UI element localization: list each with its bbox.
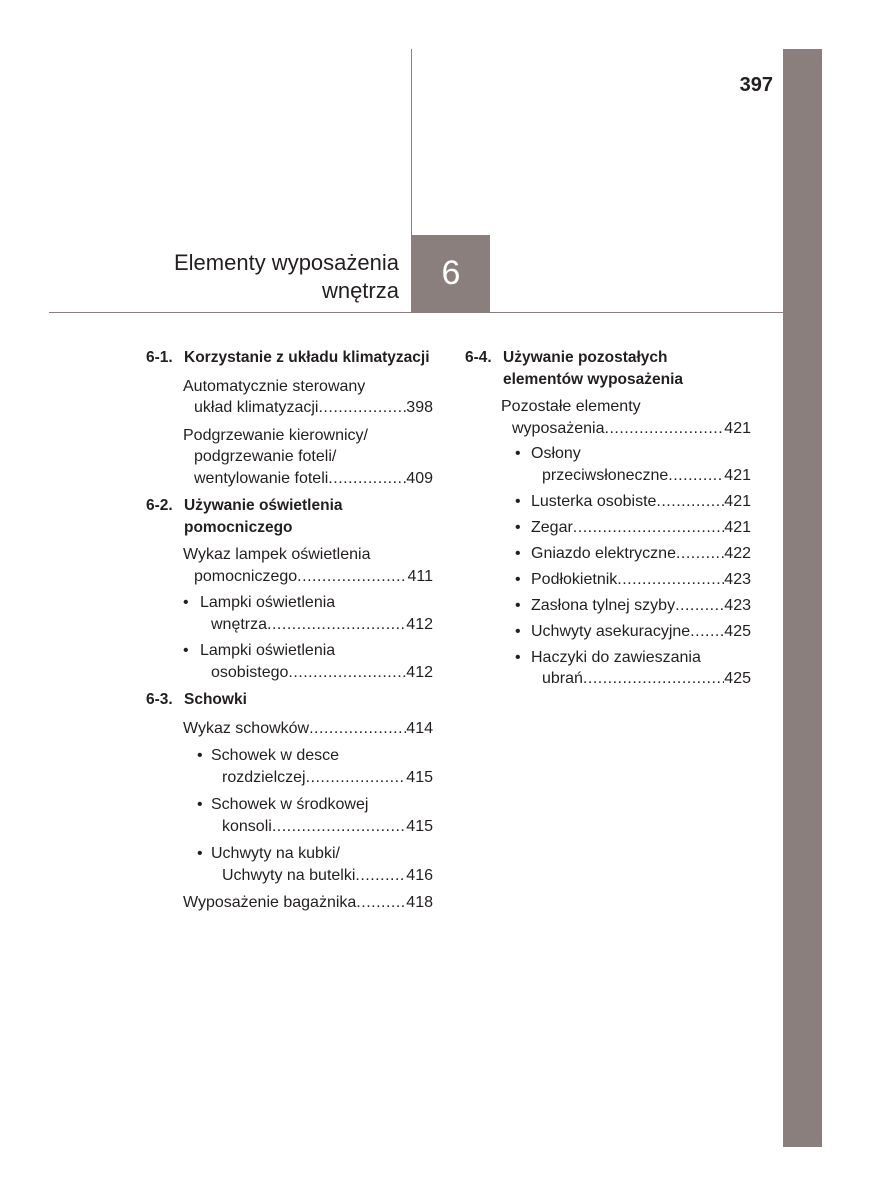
entry-line: Wykaz lampek oświetlenia [183,546,371,563]
entry-page: 423 [724,570,751,588]
entry-line: Schowek w środkowej [211,796,369,813]
toc-bullet-entry[interactable] [515,491,751,513]
entry-leader-line [531,517,751,539]
entry-leader-line [183,397,433,419]
entry-label: wyposażenia [512,419,605,437]
toc-bullet-entry[interactable] [197,794,433,837]
leader-dots [297,566,407,588]
toc-bullet-entry[interactable] [515,543,751,565]
leader-dots [328,468,406,490]
toc-bullet-entry[interactable] [515,621,751,643]
entry-leader-line [531,465,751,487]
chapter-title [174,249,399,305]
leader-dots [676,543,724,565]
section-number: 6-2. [146,497,173,514]
toc-entry[interactable] [183,376,433,419]
toc-bullet-entry[interactable] [515,443,751,486]
leader-dots [272,816,406,838]
entry-page: 423 [724,596,751,614]
entry-page: 414 [406,719,433,737]
entry-label: Lusterka osobiste [531,492,657,510]
toc-bullet-entry[interactable] [515,569,751,591]
entry-page: 422 [724,544,751,562]
section-title-line1: Używanie pozostałych [503,349,668,366]
entry-line: Schowek w desce [211,747,340,764]
entry-page: 412 [406,663,433,681]
leader-dots [267,614,406,636]
entry-leader-line [183,566,433,588]
entry-leader-line [501,418,751,440]
leader-dots [617,569,724,591]
leader-dots [668,465,724,487]
entry-label: ubrań [542,670,583,687]
entry-line: Uchwyty na kubki/ [211,845,340,862]
entry-leader-line [200,662,433,684]
bullet-icon: • [197,747,203,764]
entry-page: 421 [724,492,751,510]
entry-line: Automatycznie sterowany [183,377,366,395]
bullet-icon: • [515,518,521,536]
toc-bullet-entry[interactable] [197,745,433,788]
toc-bullet-entry[interactable] [515,647,751,690]
entry-label: Wyposażenie bagażnika [183,894,357,911]
entry-label: pomocniczego [194,567,298,585]
entry-label: rozdzielczej [222,768,306,786]
entry-page: 415 [406,817,433,835]
leader-dots [355,865,406,887]
entry-leader-line [531,543,751,565]
toc-entry[interactable] [501,396,751,439]
section-title-line1: Używanie oświetlenia [184,497,343,514]
leader-dots [288,662,406,684]
entry-label: osobistego [211,663,289,681]
entry-page: 425 [724,622,751,640]
entry-page: 421 [724,518,751,536]
entry-leader-line [183,718,433,740]
leader-dots [656,491,724,513]
entry-leader-line [211,767,433,789]
entry-label: Podłokietnik [531,570,618,588]
entry-line: Podgrzewanie kierownicy/ [183,426,368,444]
entry-page: 416 [406,866,433,884]
bullet-icon: • [197,796,203,813]
leader-dots [573,517,725,539]
divider-horizontal [49,312,783,313]
section-number: 6-4. [465,349,492,366]
entry-page: 421 [724,466,751,484]
entry-leader-line [211,816,433,838]
bullet-icon: • [515,648,521,666]
leader-dots [605,418,725,440]
bullet-icon: • [183,594,189,611]
entry-page: 415 [406,768,433,786]
section-title: Korzystanie z układu klimatyzacji [184,349,430,366]
bullet-icon: • [197,845,203,862]
bullet-icon: • [515,570,521,588]
entry-page: 421 [724,419,751,437]
entry-page: 418 [406,894,433,911]
toc-entry[interactable] [183,425,433,490]
toc-bullet-entry[interactable] [183,640,433,683]
section-title-line2: pomocniczego [184,518,293,536]
toc-right-column [465,347,751,690]
chapter-number: 6 [441,254,461,292]
section-title [503,347,751,390]
leader-dots [318,397,406,419]
leader-dots [690,621,724,643]
toc-section-6-2[interactable] [146,495,433,538]
entry-leader-line [211,865,433,887]
entry-leader-line [183,892,433,914]
entry-line: Pozostałe elementy [501,398,641,415]
toc-bullet-entry[interactable] [515,517,751,539]
toc-bullet-entry[interactable] [515,595,751,617]
leader-dots [306,767,407,789]
chapter-side-tab [783,49,822,1147]
toc-entry[interactable] [183,718,433,740]
entry-label: Gniazdo elektryczne [531,544,676,562]
entry-label: Uchwyty asekuracyjne [531,622,691,640]
bullet-icon: • [515,596,521,614]
entry-label: układ klimatyzacji [194,399,319,416]
chapter-title-line2: wnętrza [321,278,399,303]
entry-page: 398 [406,399,433,416]
toc-section-6-3[interactable] [146,689,433,711]
entry-label: wentylowanie foteli [194,469,329,487]
leader-dots [356,892,406,914]
entry-leader-line [531,569,751,591]
entry-line: Haczyki do zawieszania [531,648,701,666]
entry-line: podgrzewanie foteli/ [194,448,337,465]
entry-page: 425 [724,670,751,687]
section-title-line2: elementów wyposażenia [503,370,684,388]
section-title: Schowki [184,691,247,708]
chapter-number-box [412,235,490,312]
chapter-title-line1: Elementy wyposażenia [173,250,399,275]
entry-label: Wykaz schowków [183,719,310,737]
toc-left-column [146,347,433,914]
entry-label: Zegar [531,518,573,536]
toc-bullet-entry[interactable] [183,592,433,635]
section-title [184,495,433,538]
entry-label: przeciwsłoneczne [542,466,669,484]
entry-leader-line [531,621,751,643]
entry-line: Osłony [531,445,581,462]
bullet-icon: • [515,544,521,562]
toc-section-6-1[interactable] [146,347,433,369]
entry-label: Zasłona tylnej szyby [531,596,676,614]
bullet-icon: • [515,622,521,640]
entry-leader-line [183,468,433,490]
bullet-icon: • [515,492,521,510]
entry-label: Uchwyty na butelki [222,866,356,884]
entry-label: wnętrza [211,615,268,633]
page-number: 397 [739,74,773,96]
section-number: 6-1. [146,349,173,366]
bullet-icon: • [515,445,521,462]
leader-dots [309,718,406,740]
entry-leader-line [531,491,751,513]
section-number: 6-3. [146,691,173,708]
entry-line: Lampki oświetlenia [200,594,336,611]
entry-page: 412 [406,615,433,633]
toc-section-6-4[interactable] [465,347,751,390]
toc-bullet-entry[interactable] [197,843,433,886]
toc-entry[interactable] [183,544,433,587]
toc-entry[interactable] [183,892,433,914]
leader-dots [675,595,724,617]
entry-page: 409 [406,469,433,487]
leader-dots [583,668,724,690]
entry-line: Lampki oświetlenia [200,642,336,659]
entry-label: konsoli [222,817,272,835]
entry-page: 411 [407,567,433,585]
entry-leader-line [200,614,433,636]
entry-leader-line [531,595,751,617]
bullet-icon: • [183,642,189,659]
entry-leader-line [531,668,751,690]
